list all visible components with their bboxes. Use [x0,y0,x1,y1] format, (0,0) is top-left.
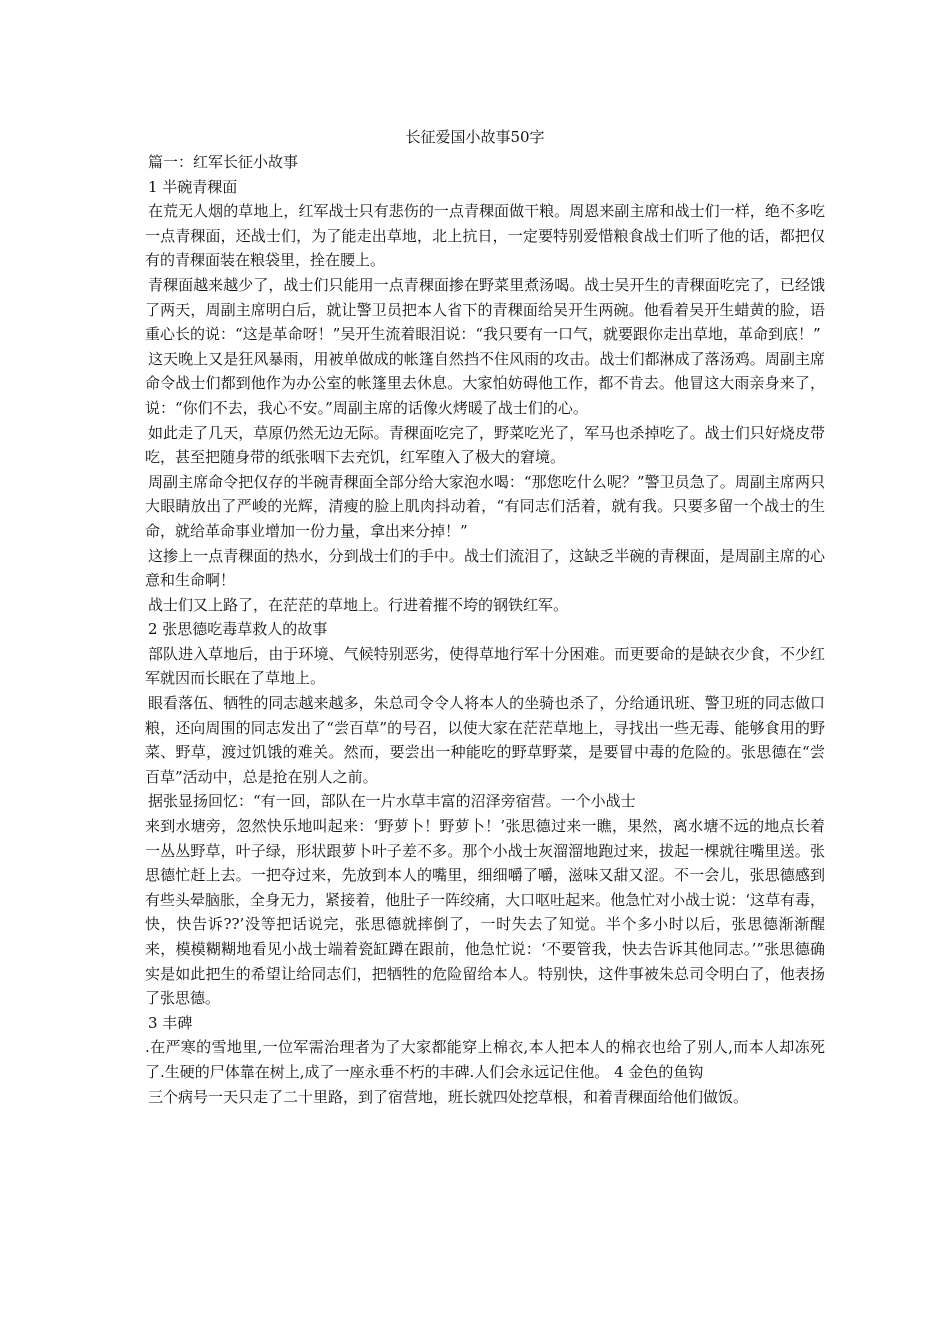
story-1-paragraph: 这天晚上又是狂风暴雨，用被单做成的帐篷自然挡不住风雨的攻击。战士们都淋成了落汤鸡。周副主席命令战士们都到他作为办公室的帐篷里去休息。大家怕妨碍他工作，都不肯去。他冒这大雨亲身来了，说：“你们不去，我心不安。”周副主席的话像火烤暖了战士们的心。 [145,349,825,417]
part-heading: 篇一：红军长征小故事 [148,153,299,171]
story-2-paragraph: 据张显扬回忆：“有一回，部队在一片水草丰富的沼泽旁宿营。一个小战士 [148,792,636,811]
story-2-heading: 2 张思德吃毒草救人的故事 [148,620,328,639]
story-1-paragraph: 青稞面越来越少了，战士们只能用一点青稞面掺在野菜里煮汤喝。战士吴开生的青稞面吃完了，已经饿了两天，周副主席明白后，就让警卫员把本人省下的青稞面给吴开生两碗。他看着吴开生蜡黄的脸，语重心长的说：“这是革命呀！”吴开生流着眼泪说：“我只要有一口气，就要跟你走出草地，革命到底！” [145,275,825,344]
document-title: 长征爱国小故事50字 [405,128,545,146]
document-body [145,150,825,1109]
story-1-heading: 1 半碗青稞面 [148,177,238,196]
story-4-paragraph: 三个病号一天只走了二十里路，到了宿营地，班长就四处挖草根，和着青稞面给他们做饭。 [148,1087,749,1106]
story-1-paragraph: 周副主席命令把仅存的半碗青稞面全部分给大家泡水喝：“那您吃什么呢？”警卫员急了。周副主席两只大眼睛放出了严峻的光辉，清瘦的脸上肌肉抖动着，“有同志们活着，就有我。只要多留一个战士的生命，就给革命事业增加一份力量，拿出来分掉！” [145,472,825,540]
story-3-heading: 3 丰碑 [148,1013,193,1032]
story-2-paragraph: 眼看落伍、牺牲的同志越来越多，朱总司令令人将本人的坐骑也杀了，分给通讯班、警卫班的同志做口粮，还向周围的同志发出了“尝百草”的号召，以使大家在茫茫草地上，寻找出一些无毒、能够食用的野菜、野草，渡过饥饿的难关。然而，要尝出一种能吃的野草野菜，是要冒中毒的危险的。张思德在“尝百草”活动中，总是抢在别人之前。 [145,694,825,786]
story-1-paragraph: 这掺上一点青稞面的热水，分到战士们的手中。战士们流泪了，这缺乏半碗的青稞面，是周副主席的心意和生命啊！ [145,546,825,590]
story-2-paragraph: 部队进入草地后，由于环境、气候特别恶劣，使得草地行军十分困难。而更要命的是缺衣少食，不少红军就因而长眠在了草地上。 [145,644,825,688]
story-1-paragraph: 在荒无人烟的草地上，红军战士只有悲伤的一点青稞面做干粮。周恩来副主席和战士们一样，绝不多吃一点青稞面，还战士们，为了能走出草地，北上抗日，一定要特别爱惜粮食战士们听了他的话，都把仅有的青稞面装在粮袋里，拴在腰上。 [145,202,825,270]
story-1-paragraph: 战士们又上路了，在茫茫的草地上。行进着摧不垮的钢铁红军。 [148,595,569,614]
story-2-continuation: 来到水塘旁，忽然快乐地叫起来：‘野萝卜！野萝卜！’张思德过来一瞧，果然，离水塘不远的地点长着一丛丛野草，叶子绿，形状跟萝卜叶子差不多。那个小战士灰溜溜地跑过来，拔起一棵就往嘴里送。张思德忙赶上去。一把夺过来，先放到本人的嘴里，细细嚼了嚼，滋味又甜又涩。不一会儿，张思德感到有些头晕脑胀，全身无力，紧接着，他肚子一阵绞痛，大口呕吐起来。他急忙对小战士说：‘这草有毒，快，快告诉??’没等把话说完，张思德就摔倒了，一时失去了知觉。半个多小时以后，张思德渐渐醒来，模模糊糊地看见小战士端着瓷缸蹲在跟前，他急忙说：‘不要管我，快去告诉其他同志。’”张思德确实是如此把生的希望让给同志们，把牺牲的危险留给本人。特别快，这件事被朱总司令明白了，他表扬了张思德。 [145,817,825,1008]
story-1-paragraph: 如此走了几天，草原仍然无边无际。青稞面吃完了，野菜吃光了，军马也杀掉吃了。战士们只好烧皮带吃，甚至把随身带的纸张咽下去充饥，红军堕入了极大的窘境。 [145,423,825,467]
story-3-paragraph: .在严寒的雪地里,一位军需治理者为了大家都能穿上棉衣,本人把本人的棉衣也给了别人,而本人却冻死了.生硬的尸体靠在树上,成了一座永垂不朽的丰碑.人们会永远记住他。 4 金色的鱼钩 [145,1038,825,1081]
